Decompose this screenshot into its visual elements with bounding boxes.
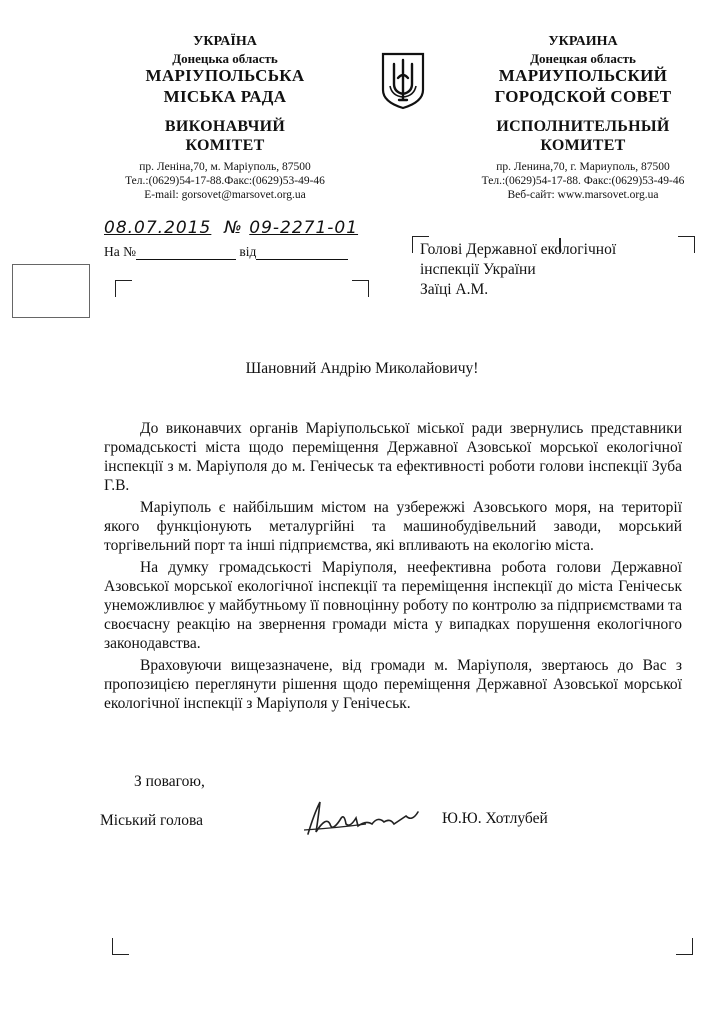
in-reply-label: На № [104,244,136,259]
greeting: Шановний Андрію Миколайовичу! [245,360,479,377]
header-left-council-line1: МАРІУПОЛЬСЬКА [145,66,305,86]
header-right-phone: Тел.:(0629)54-17-88. Факс:(0629)53-49-46 [481,174,685,187]
header-right-council-line1: МАРИУПОЛЬСКИЙ [498,66,668,86]
corner-mark [676,938,693,955]
header-right-country: УКРАИНА [548,34,618,49]
closing: З повагою, [134,773,205,790]
addressee-line2: інспекції України [420,261,536,279]
header-left-council-line2: МІСЬКА РАДА [163,86,287,106]
body-paragraph-1: До виконавчих органів Маріупольської міської ради звернулись представники громадськості міста щодо переміщення Державної Азовської морської екологічної інспекції з м. Маріуполя до м. Генічеськ та ефективності роботи голови інспекції Зуба Г.В. [104,420,682,494]
reference-number: 09-2271-01 [249,218,359,238]
body-paragraph-2: Маріуполь є найбільшим містом на узбережжі Азовського моря, на території якого функціонують металургійні та машинобудівельний заводи, морський торгівельний порт та інші підприємства, які впливають на екологію міста. [104,499,682,554]
in-reply-line [104,244,348,260]
header-left-region: Донецька область [172,50,278,66]
addressee-line3: Заїці А.М. [420,281,489,299]
addressee-line1: Голові Державної екологічної [420,241,617,258]
corner-mark [115,280,132,297]
corner-mark [352,280,369,297]
header-left-exec-line1: ВИКОНАВЧИЙ [164,118,286,136]
header-left-phone: Тел.:(0629)54-17-88.Факс:(0629)53-49-46 [125,174,325,187]
body-paragraph-4: Враховуючи вищезазначене, від громади м. Маріуполя, звертаюсь до Вас з пропозицією переглянути рішення щодо переміщення Державної Азовської морської екологічної інспекції з Маріуполя у Генічеськ. [104,657,682,712]
reference-line [104,218,358,238]
header-left [100,34,350,203]
header-left-address: пр. Леніна,70, м. Маріуполь, 87500 [139,160,311,173]
trident-emblem-icon [380,50,426,110]
corner-mark [678,236,695,253]
handwritten-signature [296,794,436,840]
header-left-contact: E-mail: gorsovet@marsovet.org.ua [144,189,306,202]
registration-stamp-box [12,264,90,318]
signatory-name: Ю.Ю. Хотлубей [442,810,548,827]
header-right-council-line2: ГОРОДСКОЙ СОВЕТ [494,86,672,106]
header-left-exec-line2: КОМІТЕТ [185,137,265,155]
header-right-region: Донецкая область [530,50,636,66]
addressee-block [420,240,616,300]
header-right [458,34,708,203]
reference-number-label: № [224,218,243,238]
signatory-position: Міський голова [100,812,204,829]
reference-date: 08.07.2015 [104,218,212,238]
letter-body [104,419,682,716]
header-left-country: УКРАЇНА [193,34,257,49]
corner-mark [112,938,129,955]
header-right-contact: Веб-сайт: www.marsovet.org.ua [507,189,659,202]
from-label: від [239,244,257,259]
header-right-exec-line1: ИСПОЛНИТЕЛЬНЫЙ [496,118,670,136]
body-paragraph-3: На думку громадськості Маріуполя, неефективна робота голови Державної Азовської морської екологічної інспекції та переміщення інспекції до міста Генічеськ унеможливлює у майбутньому її повноцінну роботу по контролю за підприємствами та своєчасну реакцію на звернення громади міста у випадках порушення екологічного законодавства. [104,559,682,652]
header-right-exec-line2: КОМИТЕТ [540,137,626,155]
header-right-address: пр. Ленина,70, г. Мариуполь, 87500 [496,160,670,173]
